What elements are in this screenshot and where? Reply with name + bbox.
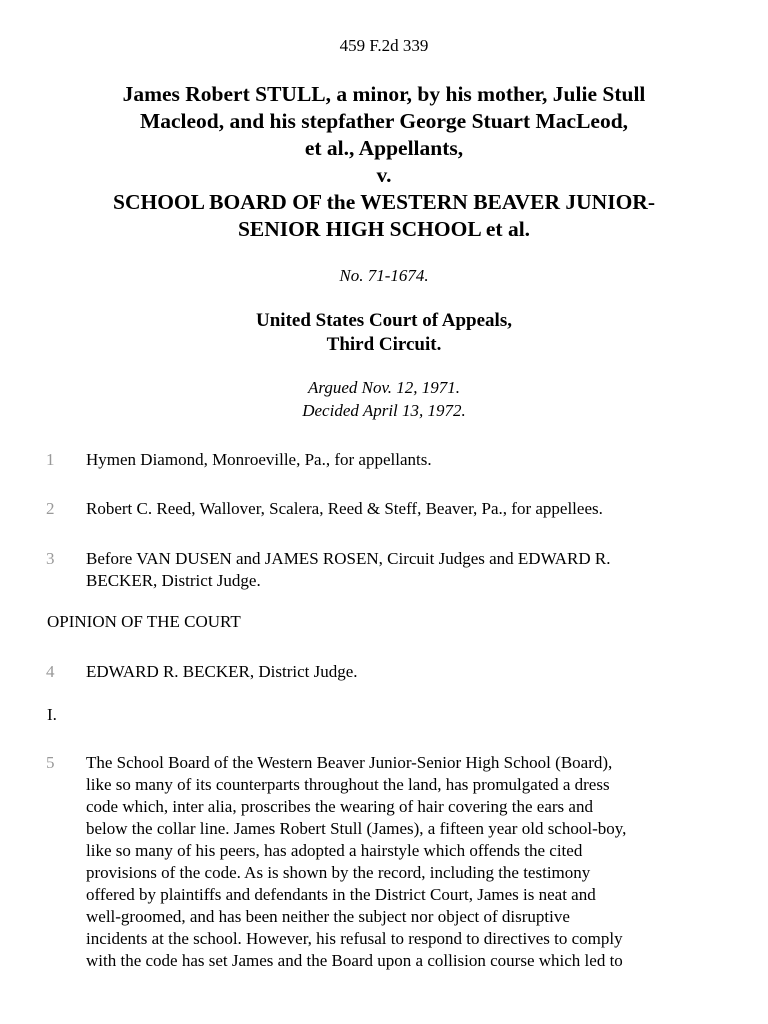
paragraph-line: below the collar line. James Robert Stull (James), a fifteen year old school-boy, bbox=[86, 819, 627, 838]
argued-date: Argued Nov. 12, 1971. bbox=[307, 378, 461, 397]
docket-number: No. 71-1674. bbox=[339, 266, 429, 285]
court-name bbox=[0, 309, 768, 357]
paragraph-line: Before VAN DUSEN and JAMES ROSEN, Circuit Judges and EDWARD R. bbox=[86, 549, 611, 568]
section-heading: I. bbox=[47, 705, 57, 724]
case-dates bbox=[0, 376, 768, 422]
paragraph-text bbox=[86, 449, 726, 471]
paragraph-number: 3 bbox=[46, 549, 55, 568]
court-line: Third Circuit. bbox=[326, 334, 442, 355]
opinion-heading: OPINION OF THE COURT bbox=[47, 612, 241, 631]
caption-line: SENIOR HIGH SCHOOL et al. bbox=[237, 217, 531, 241]
paragraph-line: like so many of his peers, has adopted a hairstyle which offends the cited bbox=[86, 841, 583, 860]
paragraph-number: 4 bbox=[46, 662, 55, 681]
paragraph-line: Hymen Diamond, Monroeville, Pa., for appellants. bbox=[86, 450, 432, 469]
caption-line: Macleod, and his stepfather George Stuart MacLeod, bbox=[139, 109, 629, 133]
paragraph-number: 2 bbox=[46, 499, 55, 518]
paragraph-line: EDWARD R. BECKER, District Judge. bbox=[86, 662, 358, 681]
caption-line: et al., Appellants, bbox=[304, 136, 464, 160]
case-citation: 459 F.2d 339 bbox=[339, 36, 429, 55]
paragraph-line: offered by plaintiffs and defendants in the District Court, James is neat and bbox=[86, 885, 596, 904]
paragraph-text bbox=[86, 661, 726, 683]
paragraph-line: Robert C. Reed, Wallover, Scalera, Reed & Steff, Beaver, Pa., for appellees. bbox=[86, 499, 603, 518]
paragraph-text bbox=[86, 548, 726, 592]
paragraph-line: code which, inter alia, proscribes the wearing of hair covering the ears and bbox=[86, 797, 593, 816]
paragraph-line: like so many of its counterparts throughout the land, has promulgated a dress bbox=[86, 775, 610, 794]
paragraph-line: BECKER, District Judge. bbox=[86, 571, 261, 590]
caption-line: James Robert STULL, a minor, by his mother, Julie Stull bbox=[122, 82, 646, 106]
paragraph-line: provisions of the code. As is shown by the record, including the testimony bbox=[86, 863, 591, 882]
paragraph-line: well-groomed, and has been neither the subject nor object of disruptive bbox=[86, 907, 570, 926]
caption-line: SCHOOL BOARD OF the WESTERN BEAVER JUNIOR- bbox=[113, 190, 655, 214]
paragraph-text bbox=[86, 498, 726, 520]
court-line: United States Court of Appeals, bbox=[256, 310, 512, 331]
paragraph-text bbox=[86, 752, 726, 972]
paragraph-number: 5 bbox=[46, 753, 55, 772]
paragraph-line: incidents at the school. However, his refusal to respond to directives to comply bbox=[86, 929, 623, 948]
paragraph-line: The School Board of the Western Beaver Junior-Senior High School (Board), bbox=[86, 753, 613, 772]
caption-line: v. bbox=[376, 163, 392, 187]
paragraph-number: 1 bbox=[46, 450, 55, 469]
paragraph-line: with the code has set James and the Board upon a collision course which led to bbox=[86, 951, 623, 970]
decided-date: Decided April 13, 1972. bbox=[302, 401, 466, 420]
case-caption bbox=[40, 81, 728, 243]
